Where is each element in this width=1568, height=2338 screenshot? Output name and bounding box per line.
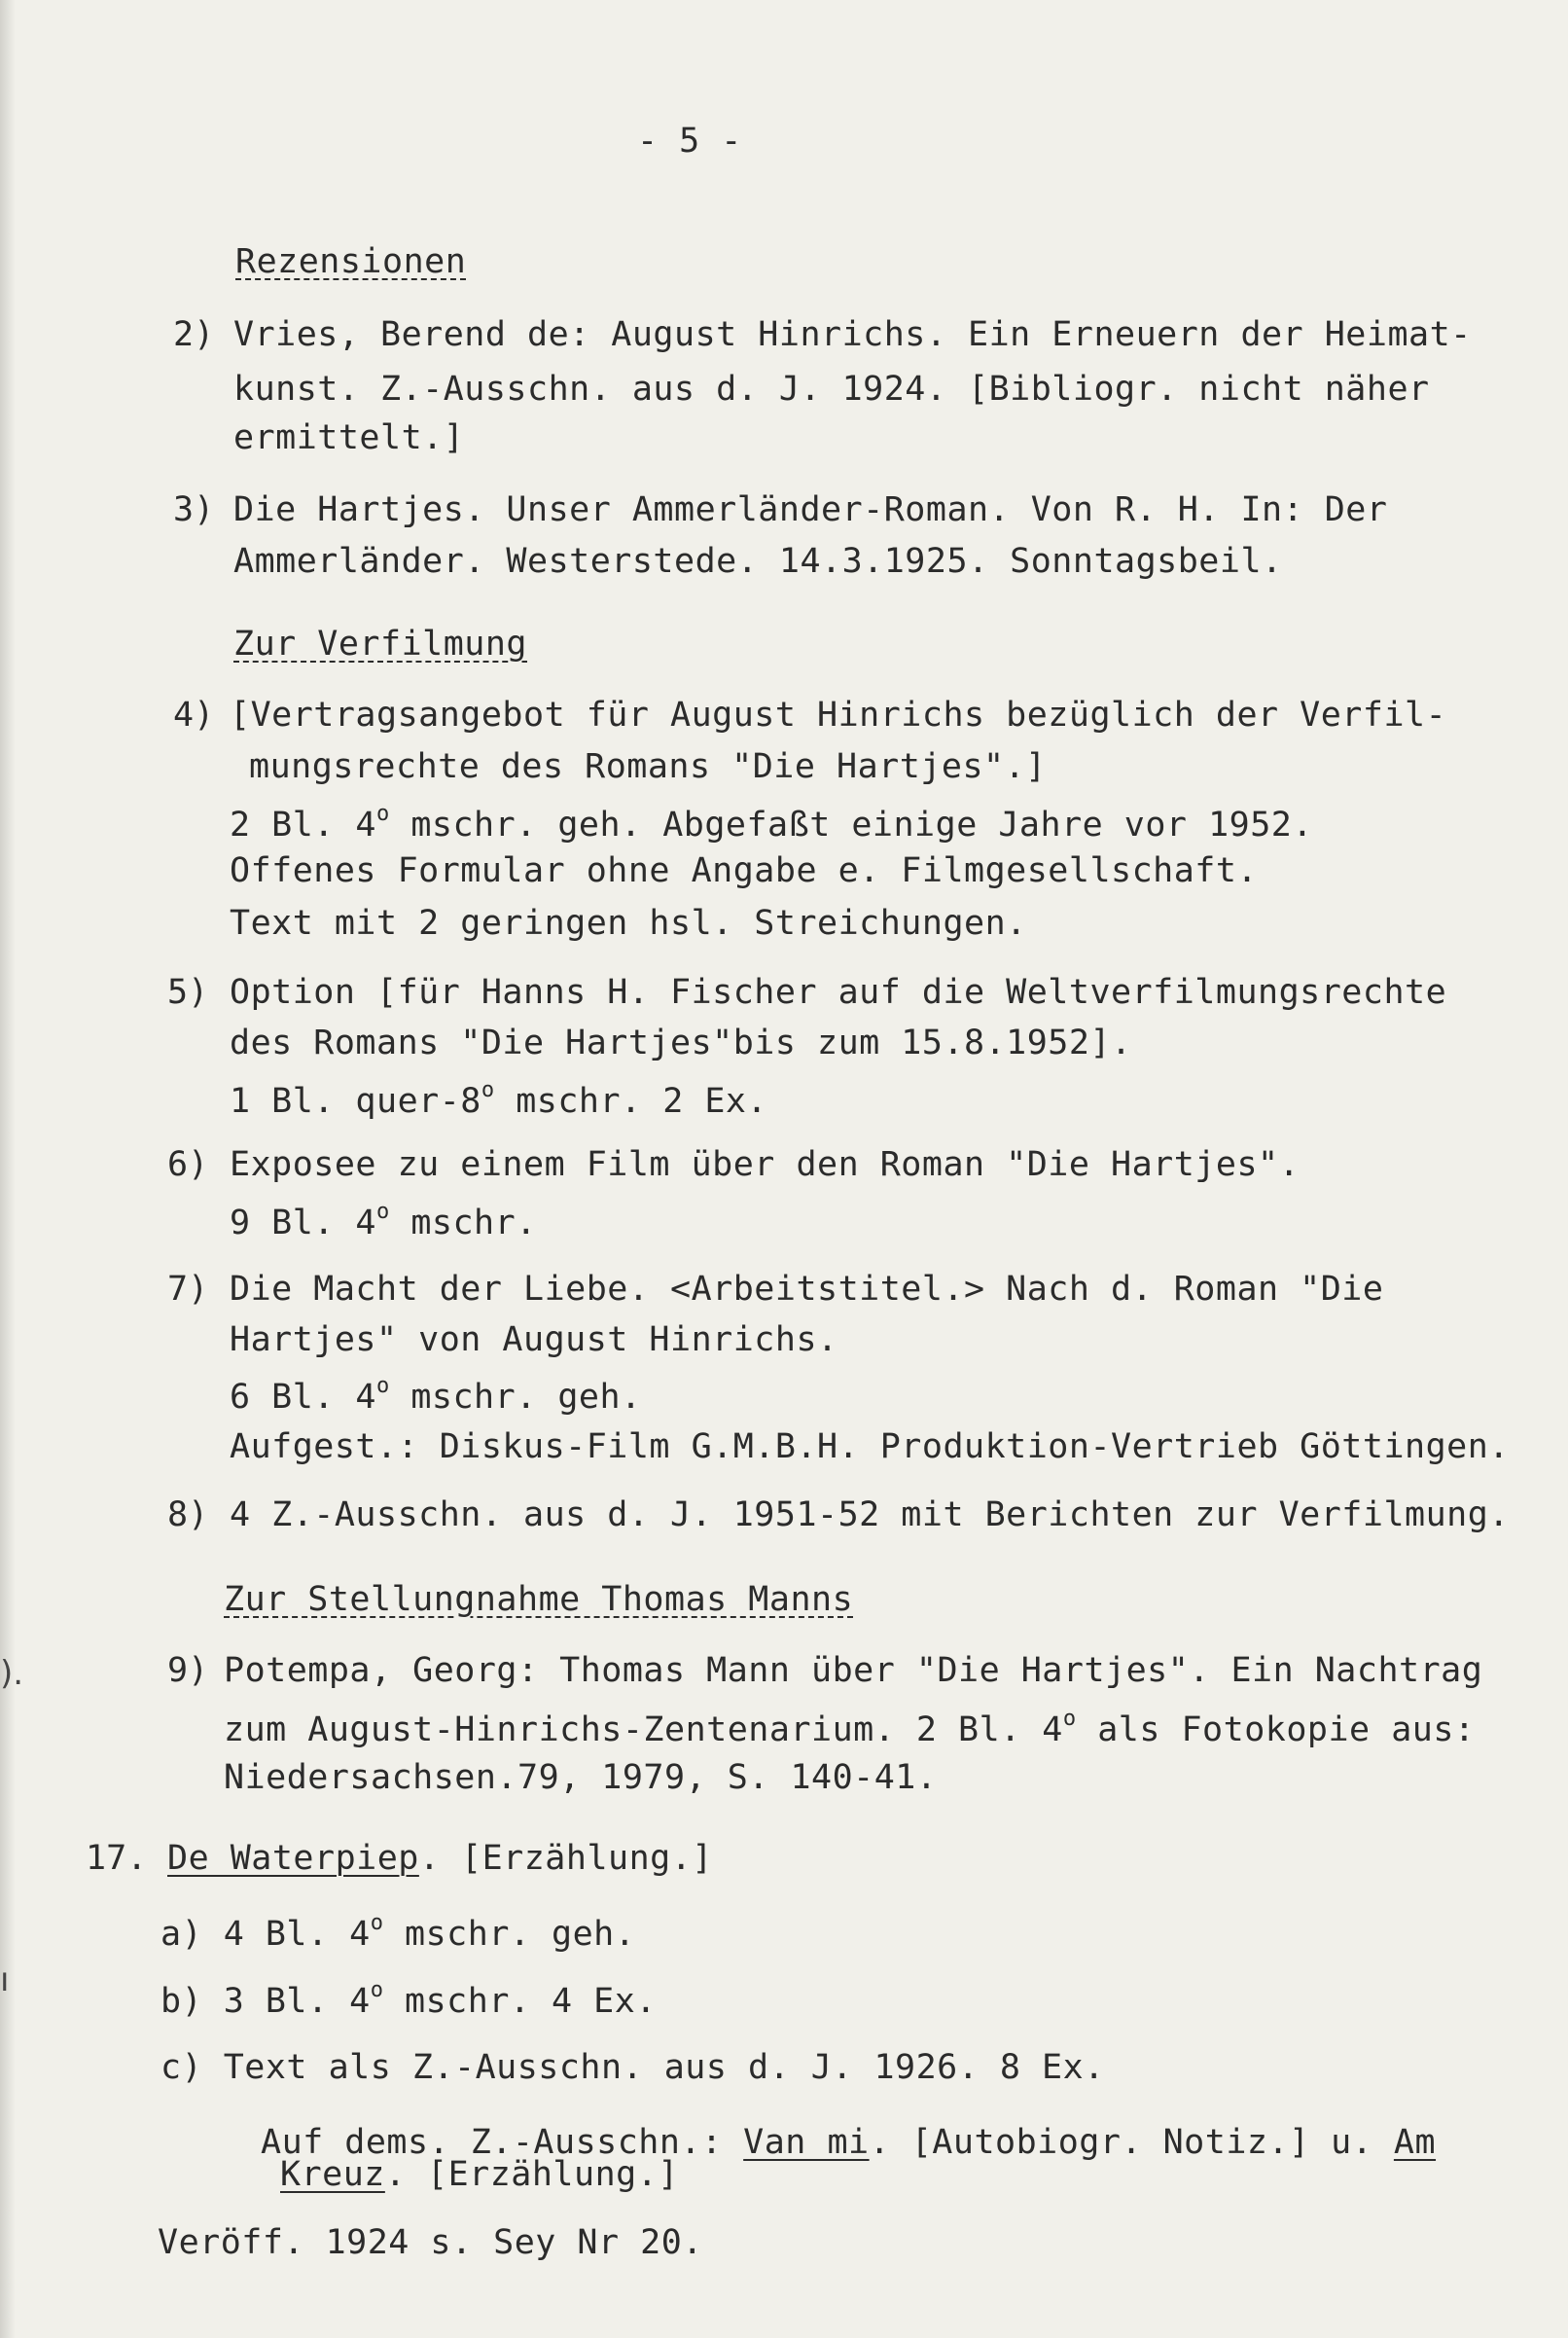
item8-line1: 4 Z.-Ausschn. aus d. J. 1951-52 mit Berichten zur Verfilmung.	[230, 1495, 1510, 1534]
item-number-8: 8)	[167, 1495, 209, 1534]
item2-line1: Vries, Berend de: August Hinrichs. Ein Erneuern der Heimat-	[233, 315, 1472, 354]
item7-line1: Die Macht der Liebe. <Arbeitstitel.> Nach d. Roman "Die	[230, 1270, 1384, 1309]
item-number-2: 2)	[173, 315, 215, 354]
note-van-mi: Van mi	[743, 2123, 870, 2162]
note-line1: Auf dems. Z.-Ausschn.: Van mi. [Autobiogr. Notiz.] u. Am	[261, 2123, 1437, 2162]
margin-mark-paren: ).	[0, 1654, 24, 1693]
section-heading-rezensionen: Rezensionen	[235, 242, 467, 281]
item17-title: De Waterpiep	[167, 1839, 419, 1878]
item17-c: c) Text als Z.-Ausschn. aus d. J. 1926. 8 Ex.	[160, 2048, 1105, 2087]
item6-line2: 9 Bl. 4$^o$ mschr.	[230, 1200, 537, 1242]
item3-line2: Ammerländer. Westerstede. 14.3.1925. Sonntagsbeil.	[233, 542, 1283, 581]
section-heading-verfilmung: Zur Verfilmung	[233, 625, 528, 664]
note-kreuz: Kreuz	[280, 2155, 385, 2194]
item-number-9: 9)	[167, 1651, 209, 1690]
item5-line2: des Romans "Die Hartjes"bis zum 15.8.1952].	[230, 1024, 1132, 1062]
footer-line: Veröff. 1924 s. Sey Nr 20.	[158, 2223, 703, 2262]
item17-b: b) 3 Bl. 4$^o$ mschr. 4 Ex.	[160, 1978, 657, 2021]
section-heading-thomas-mann: Zur Stellungnahme Thomas Manns	[224, 1580, 854, 1619]
item7-line3: 6 Bl. 4$^o$ mschr. geh.	[230, 1374, 642, 1417]
item2-line3: ermittelt.]	[233, 418, 465, 457]
item5-line3: 1 Bl. quer-8$^o$ mschr. 2 Ex.	[230, 1078, 768, 1121]
item9-line1: Potempa, Georg: Thomas Mann über "Die Hartjes". Ein Nachtrag	[224, 1651, 1483, 1690]
item-number-17: 17.	[86, 1839, 148, 1878]
item-number-7: 7)	[167, 1270, 209, 1309]
item6-line1: Exposee zu einem Film über den Roman "Die Hartjes".	[230, 1145, 1301, 1184]
item5-line1: Option [für Hanns H. Fischer auf die Weltverfilmungsrechte	[230, 973, 1447, 1012]
page-number: - 5 -	[637, 122, 742, 161]
item7-line2: Hartjes" von August Hinrichs.	[230, 1320, 838, 1359]
item-number-4: 4)	[173, 696, 215, 735]
note-line2: Kreuz. [Erzählung.]	[280, 2155, 679, 2194]
item4-line1: [Vertragsangebot für August Hinrichs bezüglich der Verfil-	[230, 696, 1447, 735]
item-number-3: 3)	[173, 490, 215, 529]
item9-line3: Niedersachsen.79, 1979, S. 140-41.	[224, 1758, 938, 1797]
item17-a: a) 4 Bl. 4$^o$ mschr. geh.	[160, 1911, 636, 1954]
note-am: Am	[1393, 2123, 1437, 2162]
item3-line1: Die Hartjes. Unser Ammerländer-Roman. Von R. H. In: Der	[233, 490, 1388, 529]
item17-title-line: De Waterpiep. [Erzählung.]	[167, 1839, 713, 1878]
margin-mark-tick: ı	[0, 1960, 10, 1999]
item-number-6: 6)	[167, 1145, 209, 1184]
item7-line4: Aufgest.: Diskus-Film G.M.B.H. Produktion-Vertrieb Göttingen.	[230, 1427, 1510, 1466]
item-number-5: 5)	[167, 973, 209, 1012]
item9-line2: zum August-Hinrichs-Zentenarium. 2 Bl. 4$^o$ als Fotokopie aus:	[224, 1707, 1476, 1749]
item4-line2: mungsrechte des Romans "Die Hartjes".]	[249, 747, 1047, 786]
item4-line3: 2 Bl. 4$^o$ mschr. geh. Abgefaßt einige Jahre vor 1952.	[230, 802, 1313, 845]
item2-line2: kunst. Z.-Ausschn. aus d. J. 1924. [Bibliogr. nicht näher	[233, 370, 1430, 409]
item4-line5: Text mit 2 geringen hsl. Streichungen.	[230, 904, 1027, 943]
item4-line4: Offenes Formular ohne Angabe e. Filmgesellschaft.	[230, 851, 1259, 890]
